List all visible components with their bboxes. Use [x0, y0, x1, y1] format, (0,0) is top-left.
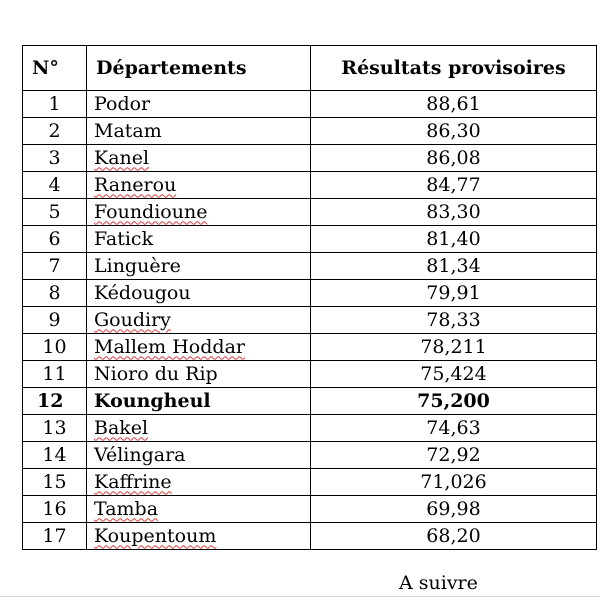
result-cell: 84,77 — [311, 172, 597, 199]
department-cell — [87, 145, 311, 172]
department-name: Koungheul — [94, 389, 211, 412]
row-number: 2 — [23, 118, 87, 145]
department-name: Mallem Hoddar — [94, 335, 245, 358]
table-row — [23, 91, 597, 118]
table-row — [23, 118, 597, 145]
result-cell: 78,211 — [311, 334, 597, 361]
row-number: 17 — [23, 523, 87, 550]
table-row — [23, 361, 597, 388]
department-name: Vélingara — [94, 443, 186, 466]
department-name: Podor — [94, 92, 151, 115]
department-cell — [87, 199, 311, 226]
result-cell: 71,026 — [311, 469, 597, 496]
department-cell — [87, 91, 311, 118]
row-number: 14 — [23, 442, 87, 469]
department-name: Fatick — [94, 227, 154, 250]
result-cell: 75,200 — [311, 388, 597, 415]
department-cell — [87, 442, 311, 469]
result-cell: 68,20 — [311, 523, 597, 550]
row-number: 16 — [23, 496, 87, 523]
table-row — [23, 199, 597, 226]
department-name: Bakel — [94, 416, 149, 439]
department-cell — [87, 415, 311, 442]
result-cell: 81,40 — [311, 226, 597, 253]
result-cell: 74,63 — [311, 415, 597, 442]
row-number: 12 — [23, 388, 87, 415]
department-cell — [87, 361, 311, 388]
result-cell: 86,30 — [311, 118, 597, 145]
row-number: 4 — [23, 172, 87, 199]
header-result: Résultats provisoires — [311, 46, 597, 91]
header-department: Départements — [87, 46, 311, 91]
department-cell — [87, 334, 311, 361]
result-cell: 81,34 — [311, 253, 597, 280]
department-name: Koupentoum — [94, 524, 217, 547]
table-row — [23, 523, 597, 550]
department-name: Kanel — [94, 146, 150, 169]
table-row — [23, 415, 597, 442]
table-row — [23, 388, 597, 415]
table-row — [23, 172, 597, 199]
table-row — [23, 307, 597, 334]
table-row — [23, 442, 597, 469]
row-number: 8 — [23, 280, 87, 307]
results-table — [22, 45, 597, 550]
department-name: Kédougou — [94, 281, 191, 304]
row-number: 13 — [23, 415, 87, 442]
row-number: 11 — [23, 361, 87, 388]
header-number: N° — [23, 46, 87, 91]
table-row — [23, 280, 597, 307]
department-name: Tamba — [94, 497, 159, 520]
department-name: Ranerou — [94, 173, 177, 196]
department-cell — [87, 172, 311, 199]
department-name: Matam — [94, 119, 162, 142]
department-cell — [87, 388, 311, 415]
department-name: Goudiry — [94, 308, 171, 331]
row-number: 5 — [23, 199, 87, 226]
result-cell: 69,98 — [311, 496, 597, 523]
department-cell — [87, 469, 311, 496]
table-row — [23, 496, 597, 523]
table-header-row — [23, 46, 597, 91]
row-number: 15 — [23, 469, 87, 496]
row-number: 10 — [23, 334, 87, 361]
result-cell: 72,92 — [311, 442, 597, 469]
department-name: Linguère — [94, 254, 181, 277]
department-cell — [87, 226, 311, 253]
department-name: Nioro du Rip — [94, 362, 218, 385]
row-number: 3 — [23, 145, 87, 172]
table-body — [23, 91, 597, 550]
result-cell: 86,08 — [311, 145, 597, 172]
result-cell: 75,424 — [311, 361, 597, 388]
result-cell: 88,61 — [311, 91, 597, 118]
table-row — [23, 226, 597, 253]
row-number: 7 — [23, 253, 87, 280]
table-row — [23, 145, 597, 172]
table-row — [23, 469, 597, 496]
department-name: Foundioune — [94, 200, 208, 223]
result-cell: 83,30 — [311, 199, 597, 226]
footer-note: A suivre — [399, 572, 478, 594]
department-cell — [87, 253, 311, 280]
department-cell — [87, 307, 311, 334]
department-cell — [87, 118, 311, 145]
department-cell — [87, 523, 311, 550]
bottom-divider — [0, 596, 600, 597]
department-cell — [87, 280, 311, 307]
result-cell: 79,91 — [311, 280, 597, 307]
row-number: 9 — [23, 307, 87, 334]
result-cell: 78,33 — [311, 307, 597, 334]
row-number: 6 — [23, 226, 87, 253]
department-cell — [87, 496, 311, 523]
table-row — [23, 253, 597, 280]
row-number: 1 — [23, 91, 87, 118]
department-name: Kaffrine — [94, 470, 172, 493]
table-row — [23, 334, 597, 361]
